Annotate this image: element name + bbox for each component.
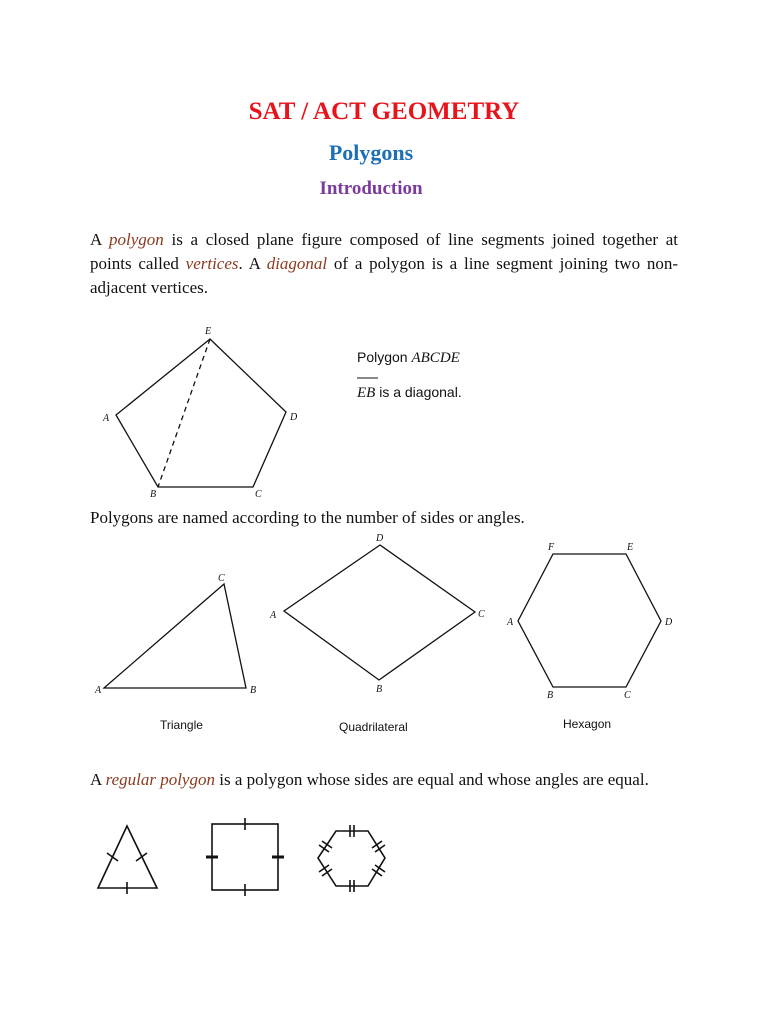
- tick-mark: [107, 853, 118, 861]
- vertex-label-b: B: [150, 489, 157, 500]
- hex-label-b: B: [547, 690, 554, 701]
- quad-label-a: A: [270, 610, 277, 621]
- polygon-name-note: [357, 349, 460, 366]
- diagonal-eb: [158, 339, 210, 487]
- hex-label-e: E: [627, 542, 634, 553]
- quad-label-d: D: [376, 533, 384, 544]
- regular-hexagon: [318, 825, 385, 892]
- hex-label-c: C: [624, 690, 631, 701]
- term-diagonal: diagonal: [266, 254, 328, 273]
- text-run: is a polygon whose sides are equal and whose angles are equal.: [214, 770, 649, 789]
- hexagon-figure: [518, 554, 661, 687]
- vertex-label-e: E: [205, 326, 212, 337]
- term-polygon: polygon: [109, 230, 164, 249]
- hexagon-shape: [518, 554, 661, 687]
- regular-hexagon-shape: [318, 831, 385, 886]
- tick-mark: [322, 869, 332, 876]
- regular-triangle-shape: [98, 826, 157, 888]
- regular-polygon-paragraph: [90, 768, 678, 792]
- quadrilateral-figure: [284, 545, 475, 680]
- regular-square-shape: [212, 824, 278, 890]
- tick-mark: [372, 841, 382, 848]
- text-run: of a polygon is a line segment joining two non-adjacent vertices.: [90, 254, 678, 297]
- pentagon-shape: [116, 339, 286, 487]
- tick-mark: [319, 845, 329, 852]
- quadrilateral-caption: Quadrilateral: [339, 720, 408, 734]
- page-subtitle: Polygons: [328, 140, 414, 165]
- note-segment: EB: [357, 385, 376, 401]
- hex-label-d: D: [665, 617, 673, 628]
- triangle-label-b: B: [250, 685, 257, 696]
- term-vertices: vertices: [185, 254, 239, 273]
- triangle-figure: [104, 584, 246, 688]
- section-heading: Introduction: [319, 178, 423, 199]
- regular-triangle: [98, 826, 157, 894]
- note-text: is a diagonal.: [375, 384, 462, 400]
- text-run: is a closed plane figure composed of line segments joined together at points called: [90, 230, 679, 273]
- vertex-label-c: C: [255, 489, 262, 500]
- hex-label-a: A: [507, 617, 514, 628]
- triangle-caption: Triangle: [160, 718, 203, 732]
- naming-paragraph: Polygons are named according to the number of sides or angles.: [90, 508, 525, 527]
- note-polygon-name: ABCDE: [411, 350, 460, 366]
- hex-label-f: F: [548, 542, 555, 553]
- text-run: . A: [238, 254, 267, 273]
- quadrilateral-shape: [284, 545, 475, 680]
- text-run: A: [90, 230, 110, 249]
- text-run: A: [90, 770, 106, 789]
- vertex-label-a: A: [103, 413, 110, 424]
- triangle-shape: [104, 584, 246, 688]
- page-title: SAT / ACT GEOMETRY: [248, 98, 520, 125]
- note-text: Polygon: [357, 349, 412, 365]
- regular-square: [206, 818, 284, 896]
- hexagon-caption: Hexagon: [563, 717, 612, 731]
- triangle-label-a: A: [95, 685, 102, 696]
- quad-label-c: C: [478, 609, 485, 620]
- pentagon-figure: [116, 339, 286, 487]
- triangle-label-c: C: [218, 573, 225, 584]
- term-regular-polygon: regular polygon: [105, 770, 215, 789]
- quad-label-b: B: [376, 684, 383, 695]
- tick-mark: [322, 841, 332, 848]
- diagonal-note: [356, 384, 462, 401]
- vertex-label-d: D: [290, 412, 298, 423]
